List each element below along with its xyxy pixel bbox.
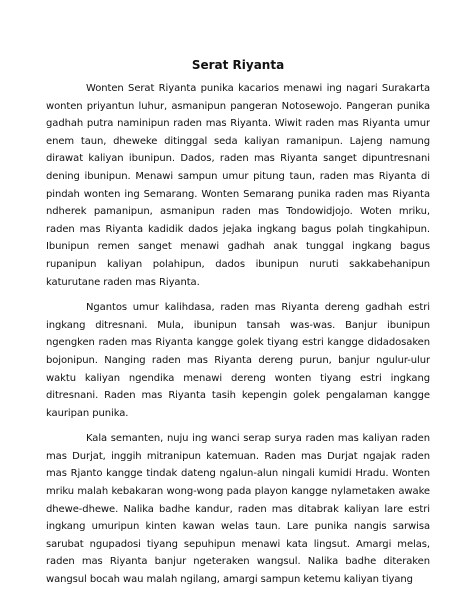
paragraph bbox=[46, 430, 430, 588]
text-line: wonten priyantun luhur, asmanipun pangeran Notosewojo. Pangeran punika bbox=[46, 100, 430, 112]
text-line: Kala semanten, nuju ing wanci serap surya raden mas kaliyan raden bbox=[86, 433, 430, 445]
text-line: dhewe-dhewe. Nalika badhe kandur, raden mas ditabrak kaliyan lare estri bbox=[46, 503, 430, 515]
text-line: ngengken raden mas Riyanta kangge golek tiyang estri kangge didadosaken bbox=[46, 337, 430, 349]
text-line: dirawat kaliyan ibunipun. Dados, raden mas Riyanta sanget dipuntresnani bbox=[46, 153, 430, 165]
text-line: bojonipun. Nanging raden mas Riyanta dereng purun, banjur ngulur-ulur bbox=[46, 354, 430, 366]
paragraph bbox=[46, 299, 430, 422]
text-line: Wonten Serat Riyanta punika kacarios menawi ing nagari Surakarta bbox=[86, 83, 430, 94]
text-line: mas Rjanto kangge tindak dateng ngalun-alun ningali kumidi Hradu. Wonten bbox=[46, 468, 430, 480]
paragraph bbox=[46, 80, 430, 291]
document-body bbox=[46, 80, 430, 589]
text-line: pindah wonten ing Semarang. Wonten Semarang punika raden mas Riyanta bbox=[46, 188, 430, 200]
text-line: mriku malah kebakaran wong-wong pada playon kangge nylametaken awake bbox=[46, 486, 430, 498]
text-line: gadhah putra naminipun raden mas Riyanta. Wiwit raden mas Riyanta umur bbox=[46, 118, 430, 130]
text-line: ingkang umuripun kinten kawan welas taun. Lare punika nangis sarwisa bbox=[46, 521, 430, 533]
text-line: sarubat ngupadosi tiyang sepuhipun menawi kata lingsut. Amargi melas, bbox=[46, 538, 430, 550]
document-title: Serat Riyanta bbox=[191, 58, 285, 72]
text-line: waktu kaliyan ngendika menawi dereng wonten tiyang estri ingkang bbox=[46, 372, 430, 384]
text-line: ingkang ditresnani. Mula, ibunipun tansah was-was. Banjur ibunipun bbox=[46, 319, 430, 331]
text-line: rupanipun kaliyan polahipun, dados ibunipun nuruti sakkabehanipun bbox=[46, 258, 430, 270]
text-line: katurutane raden mas Riyanta. bbox=[46, 276, 200, 288]
text-line: dening ibunipun. Menawi sampun umur pitung taun, raden mas Riyanta di bbox=[46, 170, 430, 182]
text-line: wangsul bocah wau malah ngilang, amargi sampun ketemu kaliyan tiyang bbox=[46, 574, 413, 586]
text-line: Ngantos umur kalihdasa, raden mas Riyanta dereng gadhah estri bbox=[86, 302, 430, 314]
text-line: ndherek pamanipun, asmanipun raden mas Tondowidjojo. Woten mriku, bbox=[46, 206, 430, 218]
text-line: mas Durjat, inggih mitranipun katemuan. Raden mas Durjat ngajak raden bbox=[46, 450, 430, 462]
text-line: raden mas Riyanta kadidik dados jejaka ingkang bagus polah tingkahipun. bbox=[46, 223, 430, 235]
text-line: enem taun, dheweke ditinggal seda kaliyan ramanipun. Lajeng namung bbox=[46, 135, 430, 147]
text-line: ditresnani. Raden mas Riyanta tasih kepengin golek pengalaman kangge bbox=[46, 390, 430, 402]
text-line: Ibunipun remen sanget menawi gadhah anak tunggal ingkang bagus bbox=[46, 241, 430, 253]
text-line: raden mas Riyanta banjur ngeteraken wangsul. Nalika badhe diteraken bbox=[46, 556, 430, 568]
text-line: kauripan punika. bbox=[46, 407, 129, 419]
